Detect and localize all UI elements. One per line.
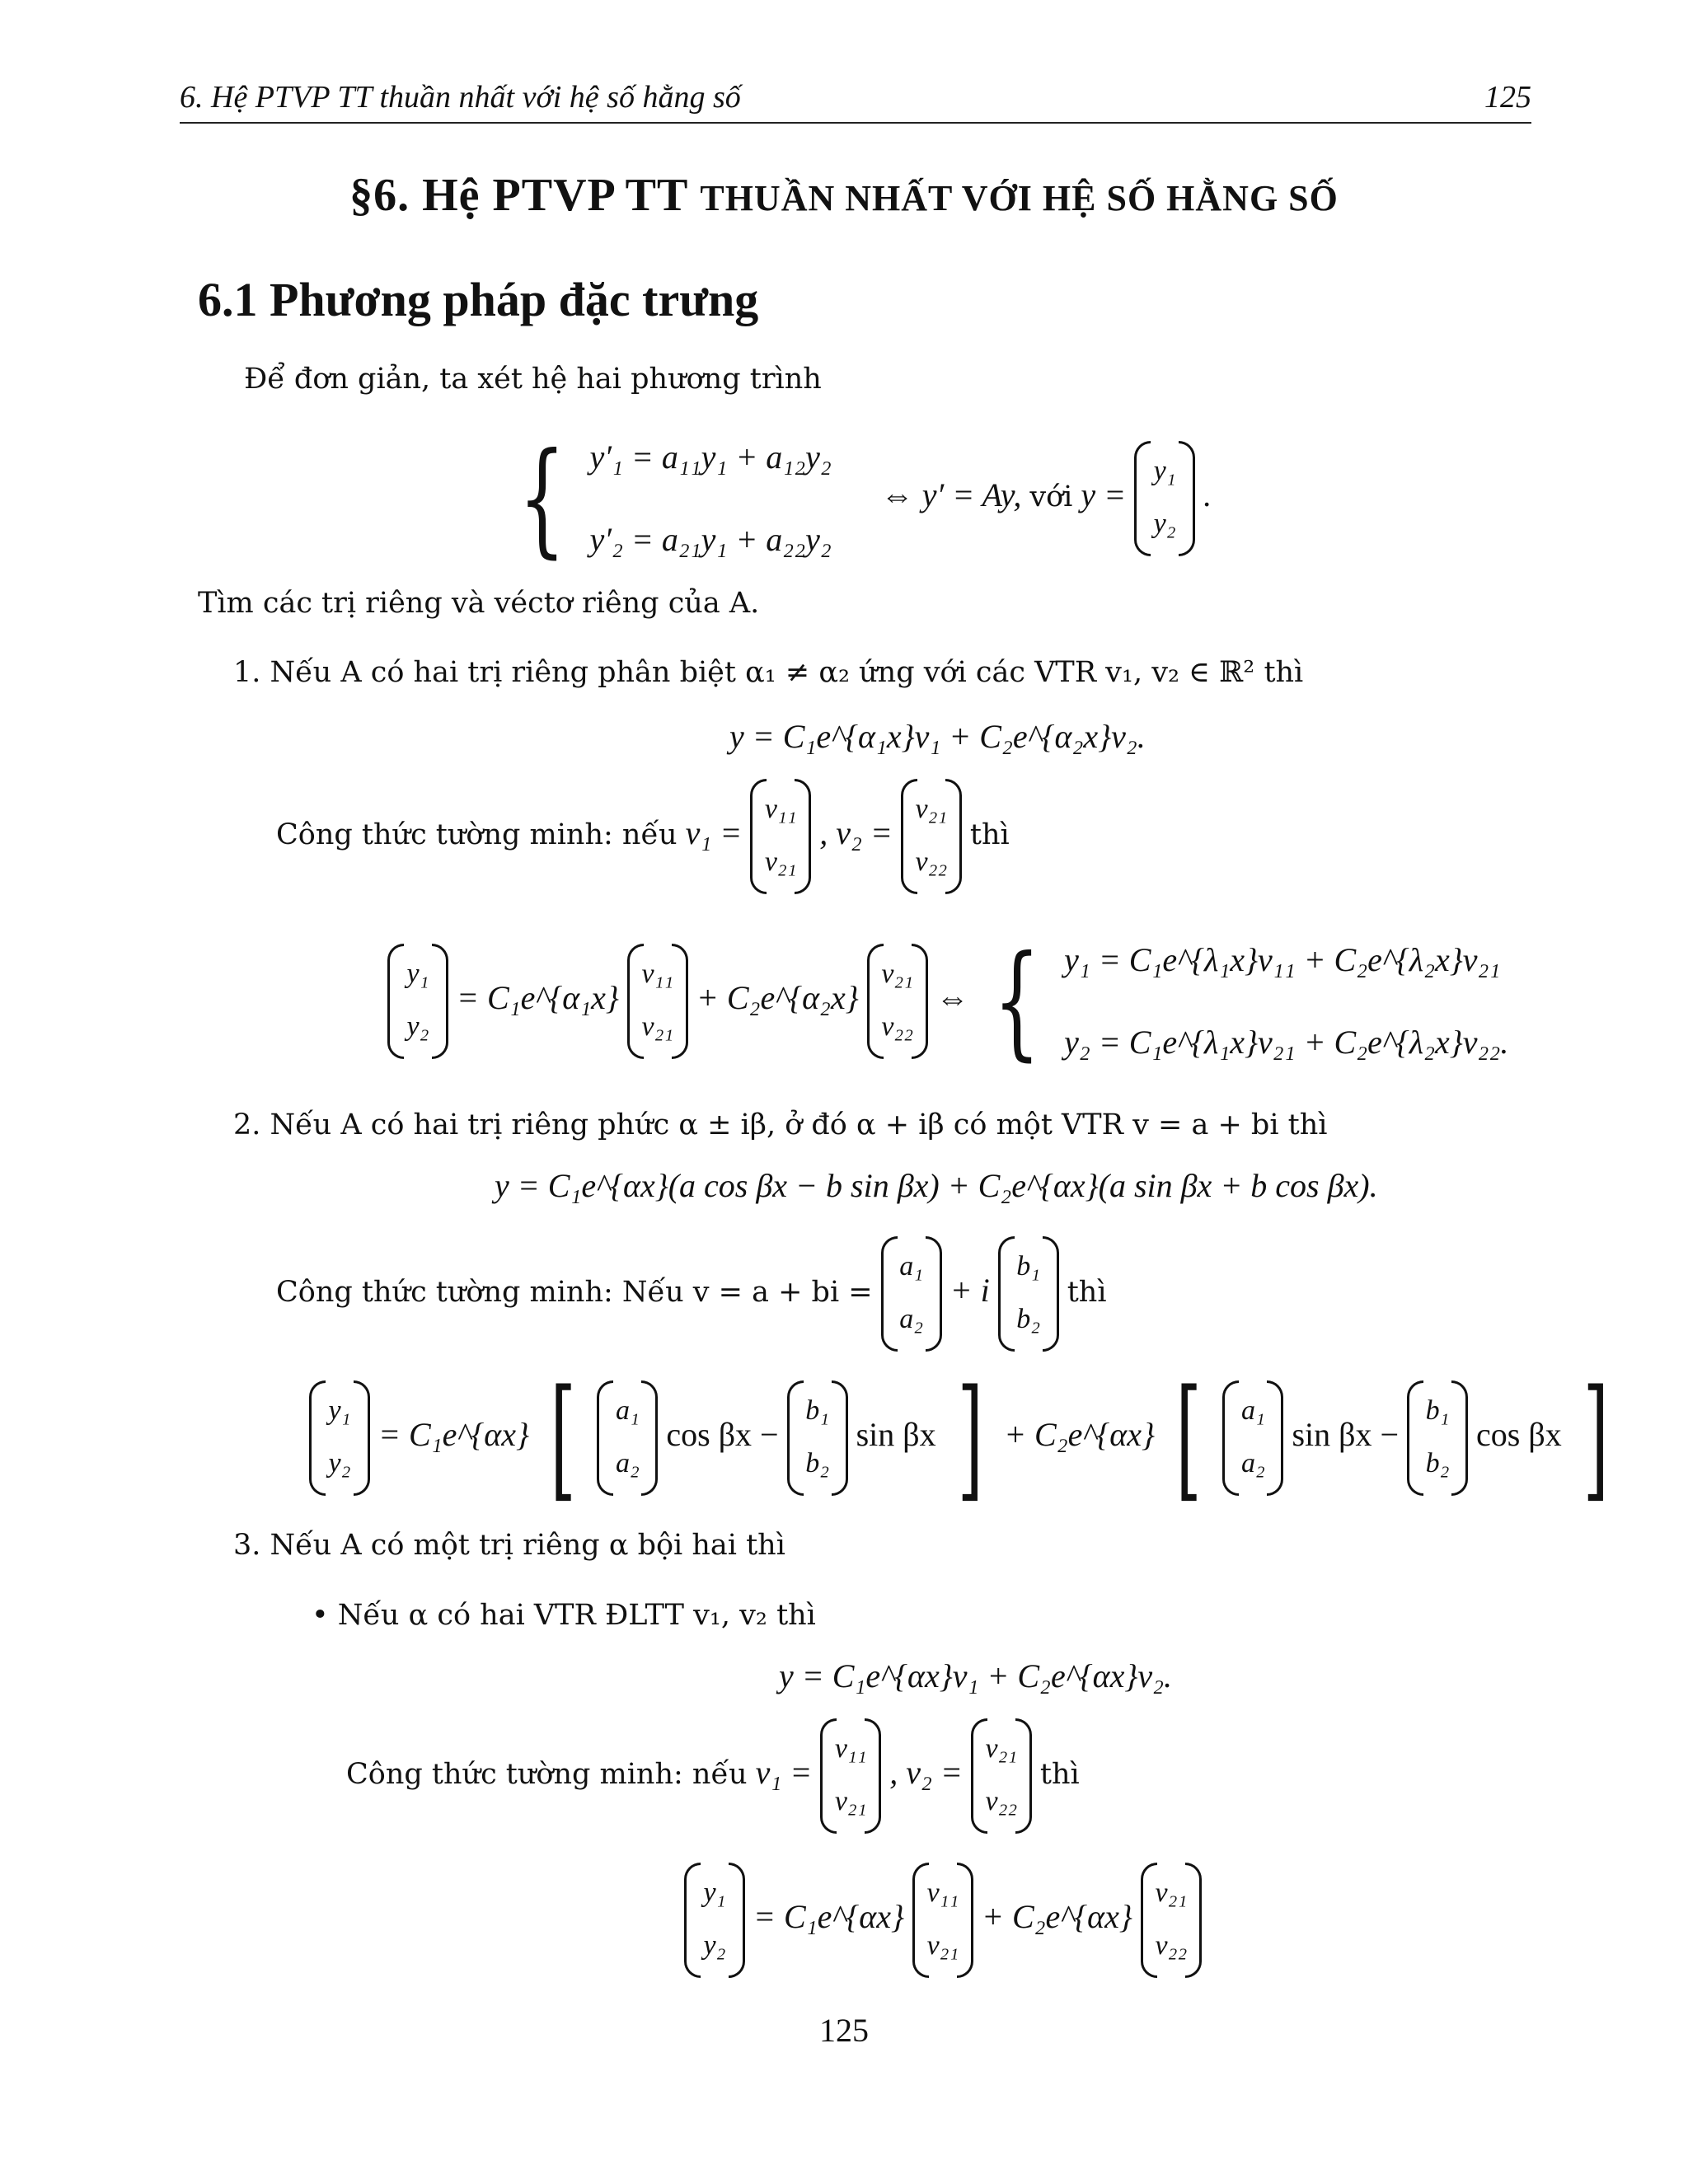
case1-c2-term: + C₂e^{α₂x} — [696, 979, 859, 1017]
case3-v2-eq: , v₂ = — [889, 1754, 963, 1792]
case3-m1-vector: v₁₁ v₂₁ — [912, 1863, 973, 1978]
left-bracket: [ — [550, 1361, 576, 1515]
case1-m1-vector: v₁₁ v₂₁ — [627, 944, 688, 1059]
subsection-title: 6.1 Phương pháp đặc trưng — [198, 273, 759, 326]
y-vector: y₁ y₂ — [1134, 441, 1195, 556]
case2-b-vector: b₁ b₂ — [998, 1236, 1059, 1352]
case3-explicit-line — [346, 1718, 1080, 1834]
left-bracket-2: [ — [1175, 1361, 1202, 1515]
case2-explicit-line — [276, 1236, 1107, 1352]
case1-thi: thì — [969, 818, 1010, 852]
case3-c2-term: + C₂e^{αx} — [981, 1898, 1132, 1936]
case2-matrix-equation — [309, 1361, 1621, 1515]
section-title — [0, 169, 1688, 222]
case2-a-vector-2: a₁ a₂ — [597, 1380, 658, 1496]
case1-m2-vector: v₂₁ v₂₂ — [867, 944, 928, 1059]
case3-m2-vector: v₂₁ v₂₂ — [1141, 1863, 1202, 1978]
case1-sys-eq2: y₂ = C₁e^{λ₁x}v₂₁ + C₂e^{λ₂x}v₂₂. — [1064, 1024, 1509, 1061]
case1-equiv: ⇔ — [935, 979, 969, 1017]
left-brace: { — [518, 427, 566, 570]
case3-v1-eq: v₁ = — [755, 1754, 813, 1792]
case2-thi: thì — [1067, 1276, 1107, 1310]
case2-b-vector-3: b₁ b₂ — [1407, 1380, 1468, 1496]
case3-explicit-label: Công thức tường minh: nếu — [346, 1758, 748, 1792]
case1-v1-eq: v₁ = — [685, 814, 743, 852]
section-title-smallcaps: THUẦN NHẤT VỚI HỆ SỐ HẰNG SỐ — [700, 178, 1339, 218]
system-with: với — [1029, 480, 1073, 514]
case2-a-vector-3: a₁ a₂ — [1222, 1380, 1283, 1496]
case1-matrix-equation — [387, 919, 1508, 1084]
find-eigen-text: Tìm các trị riêng và véctơ riêng của A. — [198, 587, 760, 620]
header-page-number: 125 — [1484, 80, 1531, 115]
system-equation — [503, 416, 1212, 581]
system-eq2: y′₂ = a₂₁y₁ + a₂₂y₂ — [589, 521, 832, 558]
case2-lhs-vector: y₁ y₂ — [309, 1380, 370, 1496]
system-y-eq: y = — [1081, 476, 1127, 514]
right-bracket-2: ] — [1582, 1361, 1609, 1515]
section-title-main: §6. Hệ PTVP TT — [349, 170, 701, 221]
case1-c1-term: = C₁e^{α₁x} — [457, 979, 619, 1017]
case1-v2-vector: v₂₁ v₂₂ — [901, 779, 962, 894]
period: . — [1203, 476, 1212, 514]
case2-sin-term-2: sin βx − — [1292, 1416, 1400, 1454]
case2-cos-term: cos βx − — [666, 1416, 779, 1454]
case1-explicit-line — [276, 779, 1010, 894]
case2-plus-i: + i — [950, 1272, 990, 1310]
case3-lhs-vector: y₁ y₂ — [684, 1863, 745, 1978]
case2-c1-term: = C₁e^{αx} — [378, 1416, 529, 1454]
case2-c2-term: + C₂e^{αx} — [1004, 1416, 1156, 1454]
case2-statement: 2. Nếu A có hai trị riêng phức α ± iβ, ở đó α + iβ có một VTR v = a + bi thì — [233, 1108, 1328, 1141]
case2-explicit-label: Công thức tường minh: Nếu v = a + bi = — [276, 1276, 873, 1310]
case3-c1-term: = C₁e^{αx} — [753, 1898, 904, 1936]
case1-v1-vector: v₁₁ v₂₁ — [750, 779, 811, 894]
system-equiv: ⇔ y′ = Ay, — [880, 476, 1022, 514]
case3-bullet: • Nếu α có hai VTR ĐLTT v₁, v₂ thì — [312, 1599, 816, 1632]
case1-formula: y = C₁e^{α₁x}v₁ + C₂e^{α₂x}v₂. — [729, 718, 1146, 755]
case2-cos-term-2: cos βx — [1476, 1416, 1562, 1454]
case1-statement: 1. Nếu A có hai trị riêng phân biệt α₁ ≠ α₂ ứng với các VTR v₁, v₂ ∈ ℝ² thì — [233, 656, 1304, 689]
case2-b-vector-2: b₁ b₂ — [787, 1380, 848, 1496]
case3-formula: y = C₁e^{αx}v₁ + C₂e^{αx}v₂. — [779, 1657, 1172, 1694]
case3-v2-vector: v₂₁ v₂₂ — [971, 1718, 1032, 1834]
case1-explicit-label: Công thức tường minh: nếu — [276, 818, 678, 852]
footer-page-number: 125 — [819, 2012, 869, 2049]
case1-brace: { — [992, 930, 1041, 1073]
case2-sin-term: sin βx — [856, 1416, 936, 1454]
case3-statement: 3. Nếu A có một trị riêng α bội hai thì — [233, 1529, 785, 1562]
right-bracket: ] — [957, 1361, 983, 1515]
case2-formula: y = C₁e^{αx}(a cos βx − b sin βx) + C₂e^{αx}(a sin βx + b cos βx). — [495, 1167, 1378, 1204]
case1-sys-eq1: y₁ = C₁e^{λ₁x}v₁₁ + C₂e^{λ₂x}v₂₁ — [1064, 941, 1501, 978]
case1-lhs-vector: y₁ y₂ — [387, 944, 448, 1059]
case3-v1-vector: v₁₁ v₂₁ — [820, 1718, 881, 1834]
case2-a-vector: a₁ a₂ — [881, 1236, 942, 1352]
case1-v2-eq: , v₂ = — [819, 814, 893, 852]
case3-matrix-equation — [684, 1863, 1202, 1978]
case3-thi: thì — [1039, 1758, 1080, 1792]
intro-paragraph: Để đơn giản, ta xét hệ hai phương trình — [244, 363, 822, 396]
header-chapter-title: 6. Hệ PTVP TT thuần nhất với hệ số hằng số — [180, 80, 741, 115]
running-header — [180, 76, 1531, 124]
system-eq1: y′₁ = a₁₁y₁ + a₁₂y₂ — [589, 438, 832, 476]
